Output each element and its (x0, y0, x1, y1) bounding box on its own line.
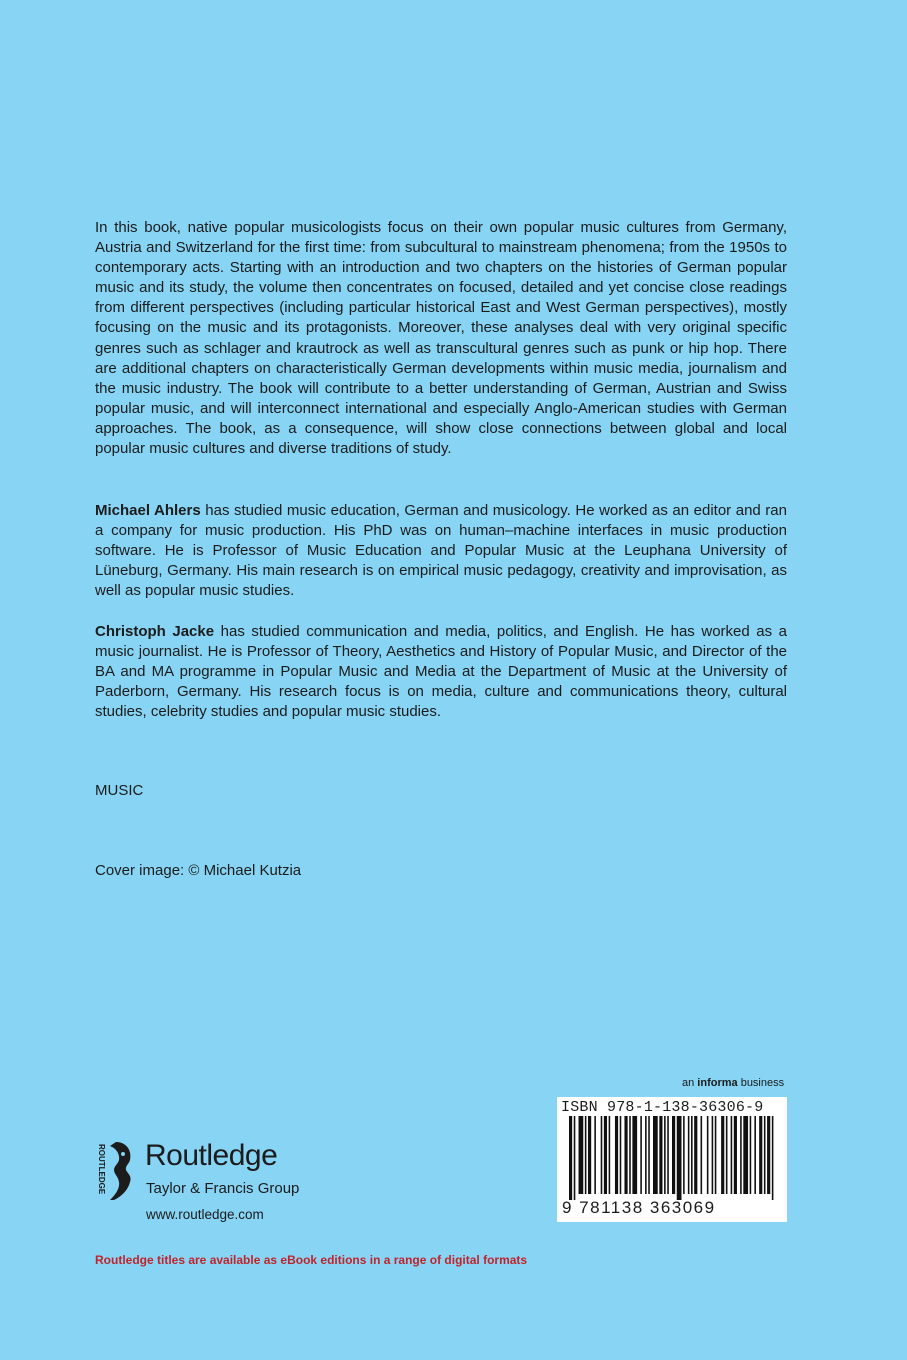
barcode-bar (750, 1116, 752, 1194)
isbn-barcode-box (557, 1097, 787, 1222)
barcode-bar (594, 1116, 596, 1194)
barcode-bar (726, 1116, 728, 1194)
barcode-bar (624, 1116, 627, 1194)
barcode-bar (664, 1116, 666, 1194)
isbn-label: ISBN 978-1-138-36306-9 (561, 1099, 764, 1116)
barcode-bar (759, 1116, 762, 1194)
barcode-bar (694, 1116, 697, 1194)
barcode-bar (629, 1116, 631, 1194)
barcode-bar (579, 1116, 584, 1194)
publisher-name: Routledge (145, 1139, 278, 1172)
barcode-icon (569, 1116, 775, 1200)
barcode-bar (667, 1116, 669, 1194)
barcode-bar (754, 1116, 756, 1194)
barcode-bar (715, 1116, 717, 1194)
barcode-bar (688, 1116, 690, 1194)
author-bio-text: has studied music education, German and musicology. He worked as an editor and ran a company for music production. His PhD was on human–machine interfaces in music production software. He is Professor of Music Education and Popular Music at the Leuphana University of Lüneburg, Germany. His main research is on empirical music pedagogy, creativity and improvisation, as well as popular music studies. (95, 502, 787, 600)
author-name: Christoph Jacke (95, 623, 215, 640)
barcode-bar (604, 1116, 607, 1194)
barcode-bar (691, 1116, 693, 1194)
barcode-bar (743, 1116, 748, 1194)
barcode-bar (707, 1116, 709, 1194)
routledge-logo-icon (92, 1140, 136, 1202)
cover-credit: Cover image: © Michael Kutzia (95, 862, 302, 879)
barcode-bar (740, 1116, 742, 1194)
barcode-bar (569, 1116, 572, 1200)
barcode-bar (731, 1116, 733, 1194)
informa-suffix: business (737, 1077, 785, 1089)
publisher-url[interactable]: www.routledge.com (146, 1207, 264, 1222)
barcode-bar (588, 1116, 591, 1194)
barcode-bar (701, 1116, 703, 1194)
informa-prefix: an (682, 1077, 698, 1089)
informa-bold: informa (697, 1077, 738, 1089)
barcode-bar (653, 1116, 658, 1194)
barcode-bar (721, 1116, 724, 1194)
barcode-bar (734, 1116, 737, 1194)
barcode-bar (574, 1116, 576, 1200)
barcode-digits: 9 781138 363069 (562, 1198, 716, 1217)
barcode-bar (648, 1116, 650, 1194)
barcode-bar (764, 1116, 766, 1194)
barcode-bar (645, 1116, 647, 1194)
barcode-bar (672, 1116, 675, 1194)
author-name: Michael Ahlers (95, 502, 201, 519)
author-bio-ahlers (95, 501, 787, 601)
subject-category: MUSIC (95, 782, 144, 799)
routledge-vertical-text: ROUTLEDGE (97, 1144, 106, 1195)
barcode-bar (585, 1116, 587, 1194)
publisher-group: Taylor & Francis Group (146, 1180, 300, 1197)
barcode-bar (659, 1116, 662, 1194)
barcode-bar (767, 1116, 770, 1194)
author-bio-text: has studied communication and media, politics, and English. He has worked as a music journalist. He is Professor of Theory, Aesthetics and History of Popular Music, and Director of the BA and MA programme in Popular Music and Media at the Department of Music at the University of Paderborn, Germany. His research focus is on media, culture and communications theory, cultural studies, celebrity studies and popular music studies. (95, 623, 787, 721)
author-bio-jacke (95, 622, 787, 722)
barcode-bar (712, 1116, 714, 1194)
barcode-bar (677, 1116, 682, 1200)
barcode-bar (683, 1116, 685, 1194)
informa-tagline (682, 1077, 784, 1089)
ebook-availability-note: Routledge titles are available as eBook editions in a range of digital formats (95, 1253, 528, 1267)
barcode-bar (620, 1116, 622, 1194)
barcode-bar (615, 1116, 618, 1194)
barcode-bar (640, 1116, 642, 1194)
barcode-bar (772, 1116, 774, 1200)
barcode-bar (601, 1116, 603, 1194)
barcode-bar (632, 1116, 637, 1194)
barcode-bar (609, 1116, 611, 1194)
book-description: In this book, native popular musicologists focus on their own popular music cultures from Germany, Austria and Switzerland for the first time: from subcultural to mainstream phenomena; from the 1950s to contemporary acts. Starting with an introduction and two chapters on the histories of German popular music and its study, the volume then concentrates on focused, detailed and yet concise close readings from different perspectives (including particular historical East and West German perspectives), mostly focusing on the music and its protagonists. Moreover, these analyses deal with very original specific genres such as schlager and krautrock as well as transcultural genres such as punk or hip hop. There are additional chapters on characteristically German developments within music media, journalism and the music industry. The book will contribute to a better understanding of German, Austrian and Swiss popular music, and will interconnect international and especially Anglo-American studies with German approaches. The book, as a consequence, will show close connections between global and local popular music cultures and diverse traditions of study. (95, 219, 787, 458)
